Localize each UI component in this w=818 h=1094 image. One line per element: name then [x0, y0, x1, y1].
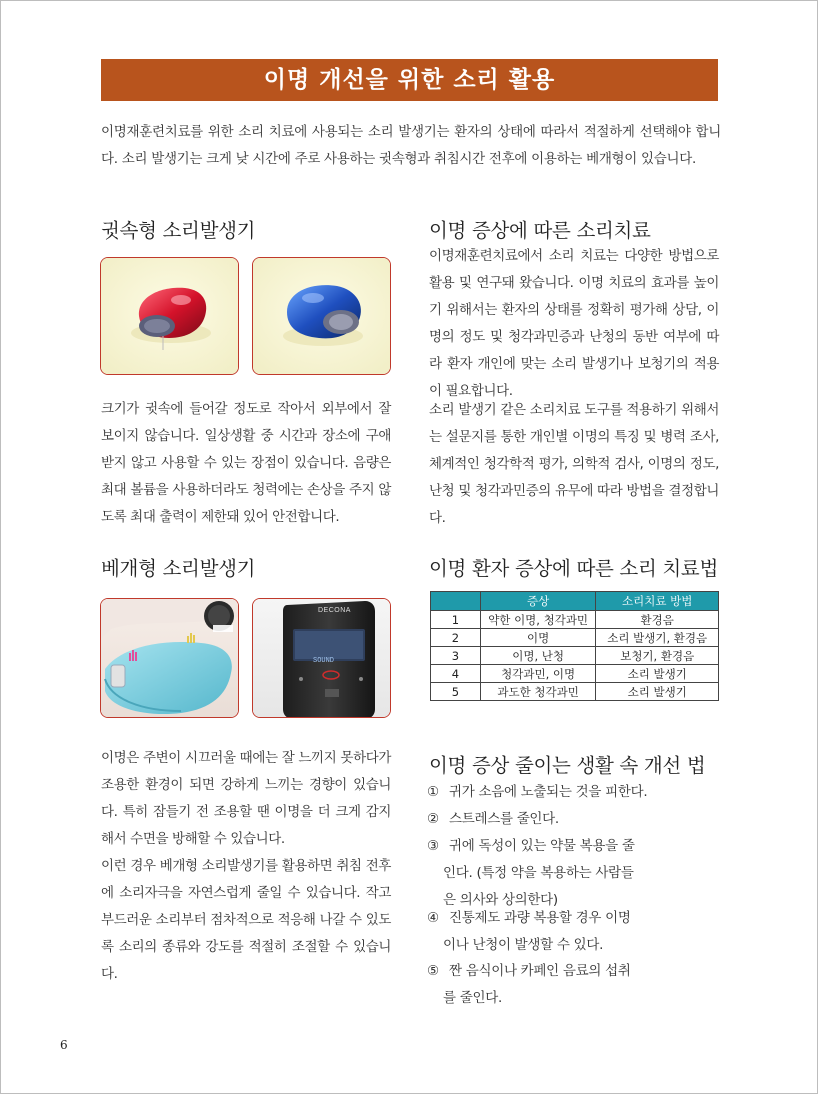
in-ear-description: 크기가 귓속에 들어갈 정도로 작아서 외부에서 잘 보이지 않습니다. 일상생활 중 시간과 장소에 구애받지 않고 사용할 수 있는 장점이 있습니다. 음량은 최대 볼륨을 사용하더라도 청력에는 손상을 주지 않도록 최대 출력이 제한돼 있어 안전합니다.	[101, 401, 391, 525]
heading-sound-therapy-by-symptom: 이명 증상에 따른 소리치료	[429, 219, 651, 242]
tip-number: ⑤	[427, 963, 439, 979]
tip-line: 귀에 독성이 있는 약물 복용을 줄	[449, 838, 635, 854]
tip-item-2	[427, 806, 727, 833]
pillow-description-1: 이명은 주변이 시끄러울 때에는 잘 느끼지 못하다가 조용한 환경이 되면 강하게 느끼는 경향이 있습니다. 특히 잠들기 전 조용할 땐 이명을 더 크게 감지해서 수면을 방해할 수 있습니다.	[101, 750, 391, 847]
table-cell: 소리 발생기, 환경음	[596, 629, 719, 647]
tip-item-5	[427, 958, 727, 1012]
intro-paragraph: 이명재훈련치료를 위한 소리 치료에 사용되는 소리 발생기는 환자의 상태에 따라서 적절하게 선택해야 합니다. 소리 발생기는 크게 낮 시간에 주로 사용하는 귓속형과 취침시간 전후에 이용하는 베개형이 있습니다.	[101, 124, 721, 167]
tip-line: 짠 음식이나 카페인 음료의 섭취	[449, 963, 631, 979]
sound-therapy-text-2: 소리 발생기 같은 소리치료 도구를 적용하기 위해서는 설문지를 통한 개인별 이명의 특징 및 병력 조사, 체계적인 청각학적 평가, 의학적 검사, 이명의 정도, 난청 및 청각과민증의 유무에 따라 방법을 결정합니다.	[429, 402, 719, 526]
table-header-symptom: 증상	[480, 592, 596, 611]
photo-blue-in-ear-device	[252, 257, 391, 375]
tip-line: 은 의사와 상의한다)	[443, 892, 558, 908]
table-row	[431, 647, 719, 665]
sound-therapy-text-1: 이명재훈련치료에서 소리 치료는 다양한 방법으로 활용 및 연구돼 왔습니다. 이명 치료의 효과를 높이기 위해서는 환자의 상태를 정확히 평가해 상담, 이명의 정도 및 청각과민증과 난청의 동반 여부에 따라 환자 개인에 맞는 소리 발생기나 보청기의 적용이 필요합니다.	[429, 248, 719, 399]
pillow-description-2: 이런 경우 베개형 소리발생기를 활용하면 취침 전후에 소리자극을 자연스럽게 줄일 수 있습니다. 작고 부드러운 소리부터 점차적으로 적응해 나갈 수 있도록 소리의 종류와 강도를 적절히 조절할 수 있습니다.	[101, 858, 391, 982]
tip-item-3	[427, 833, 727, 914]
page-number: 6	[60, 1038, 68, 1052]
table-cell: 소리 발생기	[596, 683, 719, 701]
table-row	[431, 683, 719, 701]
heading-in-ear-generator: 귓속형 소리발생기	[101, 219, 256, 242]
table-cell: 3	[431, 647, 481, 665]
table-cell: 환경음	[596, 611, 719, 629]
table-row	[431, 629, 719, 647]
table-cell: 5	[431, 683, 481, 701]
heading-lifestyle-tips: 이명 증상 줄이는 생활 속 개선 법	[429, 754, 706, 777]
table-cell: 소리 발생기	[596, 665, 719, 683]
heading-therapy-table: 이명 환자 증상에 따른 소리 치료법	[429, 557, 719, 580]
tip-item-4	[427, 905, 727, 959]
page-title: 이명 개선을 위한 소리 활용	[101, 59, 718, 101]
table-row	[431, 611, 719, 629]
tip-number: ②	[427, 811, 439, 827]
device-brand-label: DECONA	[318, 607, 351, 614]
heading-pillow-generator: 베개형 소리발생기	[101, 557, 256, 580]
device-screen-label: SOUND	[313, 657, 335, 665]
tip-line: 진통제도 과량 복용할 경우 이명	[449, 910, 631, 926]
table-header-index	[431, 592, 481, 611]
table-cell: 과도한 청각과민	[480, 683, 596, 701]
table-cell: 청각과민, 이명	[480, 665, 596, 683]
table-cell: 이명, 난청	[480, 647, 596, 665]
tip-line: 귀가 소음에 노출되는 것을 피한다.	[449, 784, 648, 800]
tip-number: ③	[427, 838, 439, 854]
table-cell: 이명	[480, 629, 596, 647]
photo-red-in-ear-device	[100, 257, 239, 375]
table-cell: 2	[431, 629, 481, 647]
tip-line: 를 줄인다.	[443, 990, 502, 1006]
tip-number: ④	[427, 910, 439, 926]
table-cell: 4	[431, 665, 481, 683]
therapy-table	[430, 591, 719, 701]
table-cell: 약한 이명, 청각과민	[480, 611, 596, 629]
table-header-row	[431, 592, 719, 611]
table-header-method: 소리치료 방법	[596, 592, 719, 611]
photo-pillow-sound-generator	[100, 598, 239, 718]
table-cell: 보청기, 환경음	[596, 647, 719, 665]
tip-line: 스트레스를 줄인다.	[449, 811, 559, 827]
table-cell: 1	[431, 611, 481, 629]
tip-number: ①	[427, 784, 439, 800]
tip-item-1	[427, 779, 727, 806]
tip-line: 이나 난청이 발생할 수 있다.	[443, 937, 604, 953]
table-row	[431, 665, 719, 683]
tip-line: 인다. (특정 약을 복용하는 사람들	[443, 865, 634, 881]
